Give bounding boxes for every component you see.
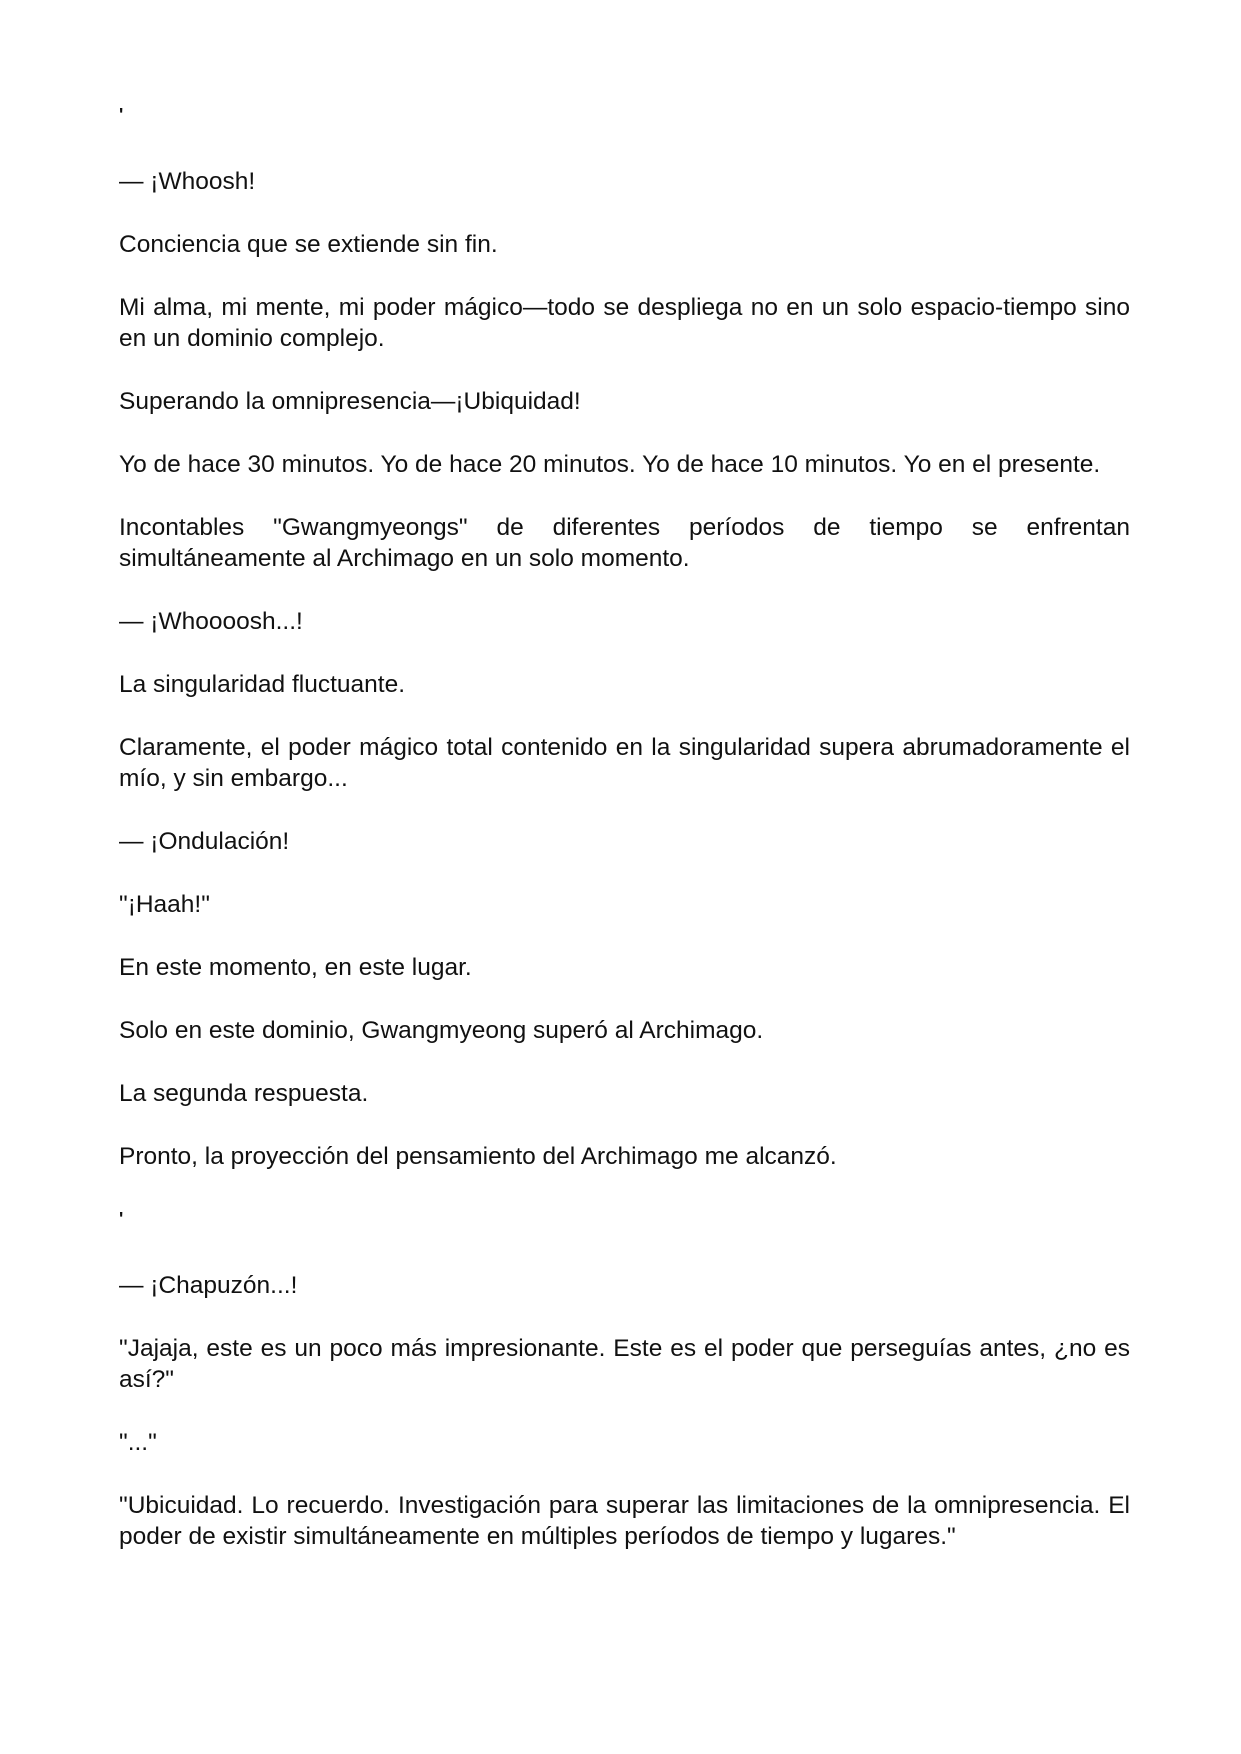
paragraph: "..." bbox=[119, 1429, 157, 1456]
paragraph: "Jajaja, este es un poco más impresionante. Este es el poder que perseguías antes, ¿no es así?" bbox=[119, 1335, 1130, 1393]
scene-break-mark: ' bbox=[119, 105, 124, 125]
body-text bbox=[119, 100, 1130, 1584]
paragraph: "¡Haah!" bbox=[119, 891, 210, 918]
paragraph: "Ubicuidad. Lo recuerdo. Investigación para superar las limitaciones de la omnipresencia. El poder de existir simultáneamente en múltiples períodos de tiempo y lugares." bbox=[119, 1492, 1130, 1550]
paragraph: Pronto, la proyección del pensamiento del Archimago me alcanzó. bbox=[119, 1143, 837, 1170]
paragraph: — ¡Chapuzón...! bbox=[119, 1272, 298, 1299]
paragraph: La singularidad fluctuante. bbox=[119, 671, 406, 698]
paragraph: Mi alma, mi mente, mi poder mágico—todo se despliega no en un solo espacio-tiempo sino en un dominio complejo. bbox=[119, 294, 1130, 352]
paragraph: — ¡Ondulación! bbox=[119, 828, 290, 855]
paragraph: — ¡Whoooosh...! bbox=[119, 608, 303, 635]
paragraph: Solo en este dominio, Gwangmyeong superó al Archimago. bbox=[119, 1017, 764, 1044]
paragraph: Conciencia que se extiende sin fin. bbox=[119, 231, 498, 258]
paragraph: Yo de hace 30 minutos. Yo de hace 20 minutos. Yo de hace 10 minutos. Yo en el presente. bbox=[119, 451, 1101, 478]
paragraph: — ¡Whoosh! bbox=[119, 168, 256, 195]
paragraph: En este momento, en este lugar. bbox=[119, 954, 472, 981]
paragraph: Incontables "Gwangmyeongs" de diferentes períodos de tiempo se enfrentan simultáneamente al Archimago en un solo momento. bbox=[119, 514, 1130, 572]
paragraph: Superando la omnipresencia—¡Ubiquidad! bbox=[119, 388, 581, 415]
paragraph: La segunda respuesta. bbox=[119, 1080, 369, 1107]
scene-break-mark: ' bbox=[119, 1209, 124, 1229]
paragraph: Claramente, el poder mágico total contenido en la singularidad supera abrumadoramente el mío, y sin embargo... bbox=[119, 734, 1130, 792]
